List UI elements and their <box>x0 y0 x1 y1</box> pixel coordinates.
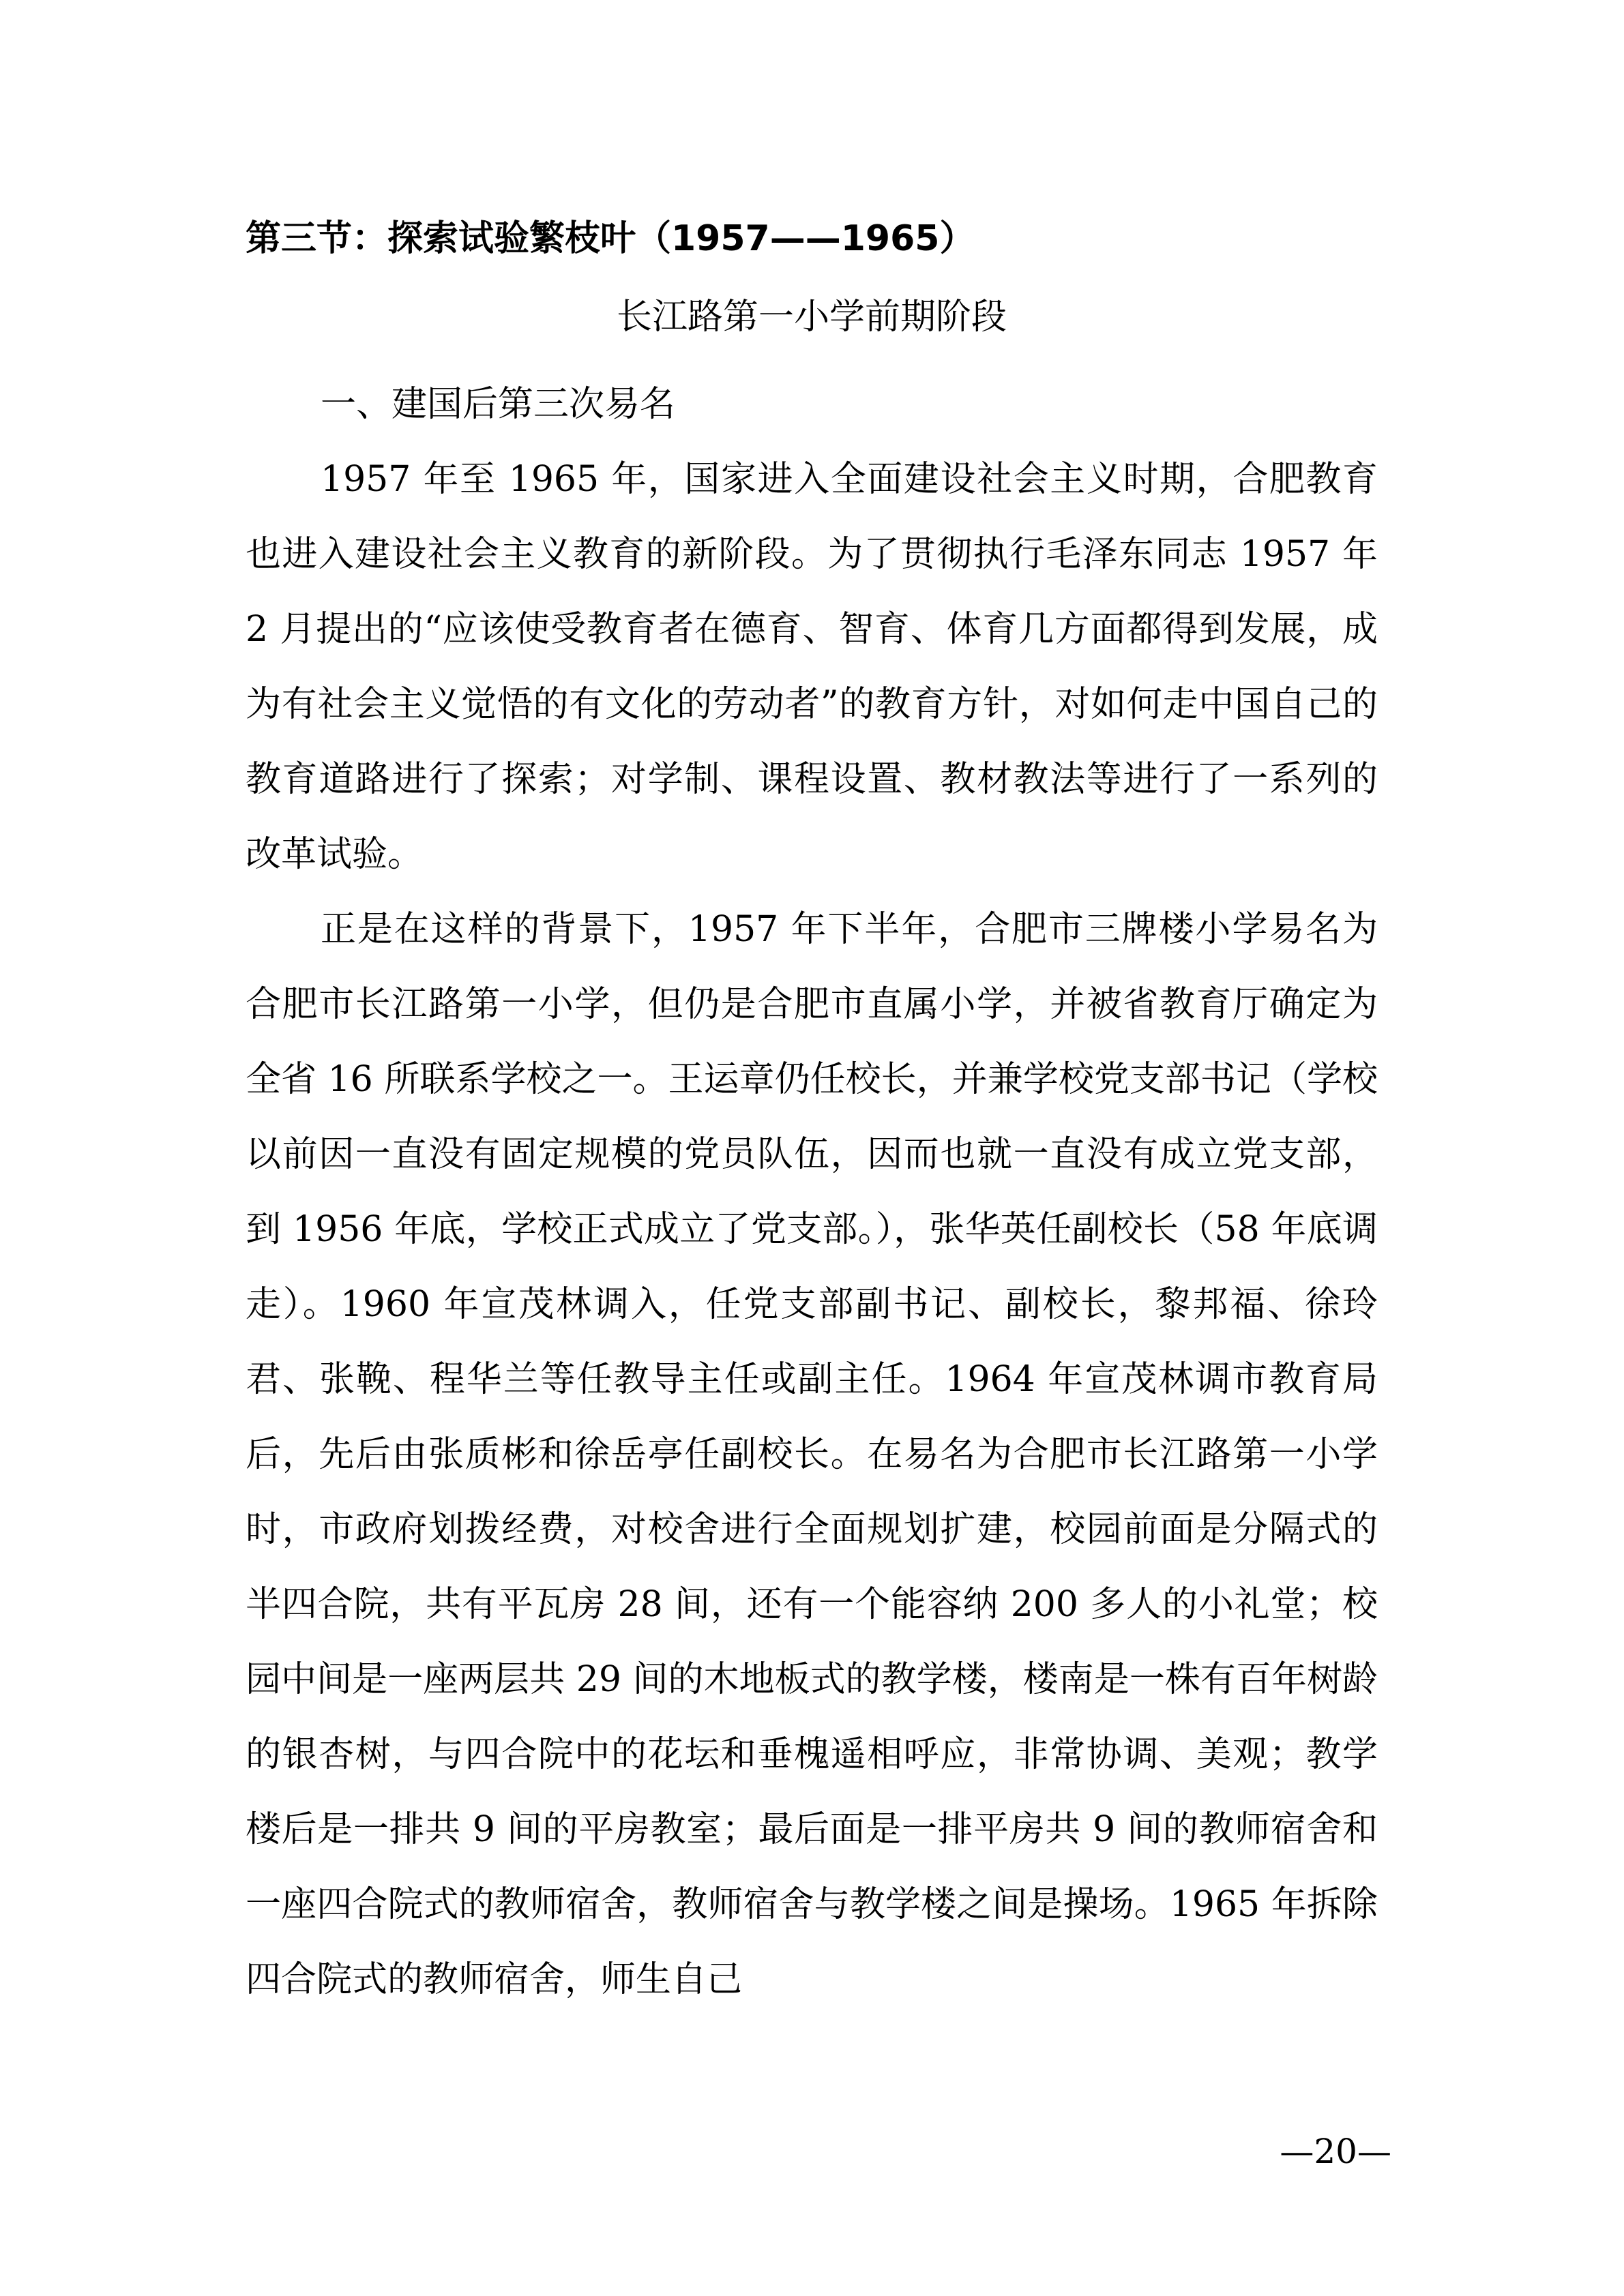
paragraph-2: 正是在这样的背景下，1957 年下半年，合肥市三牌楼小学易名为合肥市长江路第一小学，但仍是合肥市直属小学，并被省教育厅确定为全省 16 所联系学校之一。王运章仍任校长，并兼学校党支部书记（学校以前因一直没有固定规模的党员队伍，因而也就一直没有成立党支部，到 1956 年底，学校正式成立了党支部。），张华英任副校长（58 年底调走）。1960 年宣茂林调入，任党支部副书记、副校长，黎邦福、徐玲君、张鞔、程华兰等任教导主任或副主任。1964 年宣茂林调市教育局后，先后由张质彬和徐岳亭任副校长。在易名为合肥市长江路第一小学时，市政府划拨经费，对校舍进行全面规划扩建，校园前面是分隔式的半四合院，共有平瓦房 28 间，还有一个能容纳 200 多人的小礼堂；校园中间是一座两层共 29 间的木地板式的教学楼，楼南是一株有百年树龄的银杏树，与四合院中的花坛和垂槐遥相呼应，非常协调、美观；教学楼后是一排共 9 间的平房教室；最后面是一排平房共 9 间的教师宿舍和一座四合院式的教师宿舍，教师宿舍与教学楼之间是操场。1965 年拆除四合院式的教师宿舍，师生自己 <box>246 909 1378 2000</box>
subsection-heading: 一、建国后第三次易名 <box>321 384 676 425</box>
section-heading: 第三节：探索试验繁枝叶（1957——1965） <box>246 218 975 259</box>
page-number: —20— <box>1280 2132 1391 2171</box>
section-subtitle: 长江路第一小学前期阶段 <box>616 297 1007 338</box>
body-text <box>246 367 1378 2017</box>
paragraph-1: 1957 年至 1965 年，国家进入全面建设社会主义时期，合肥教育也进入建设社会主义教育的新阶段。为了贯彻执行毛泽东同志 1957 年 2 月提出的“应该使受教育者在德育、智育、体育几方面都得到发展，成为有社会主义觉悟的有文化的劳动者”的教育方针，对如何走中国自己的教育道路进行了探索；对学制、课程设置、教材教法等进行了一系列的改革试验。 <box>246 459 1378 875</box>
